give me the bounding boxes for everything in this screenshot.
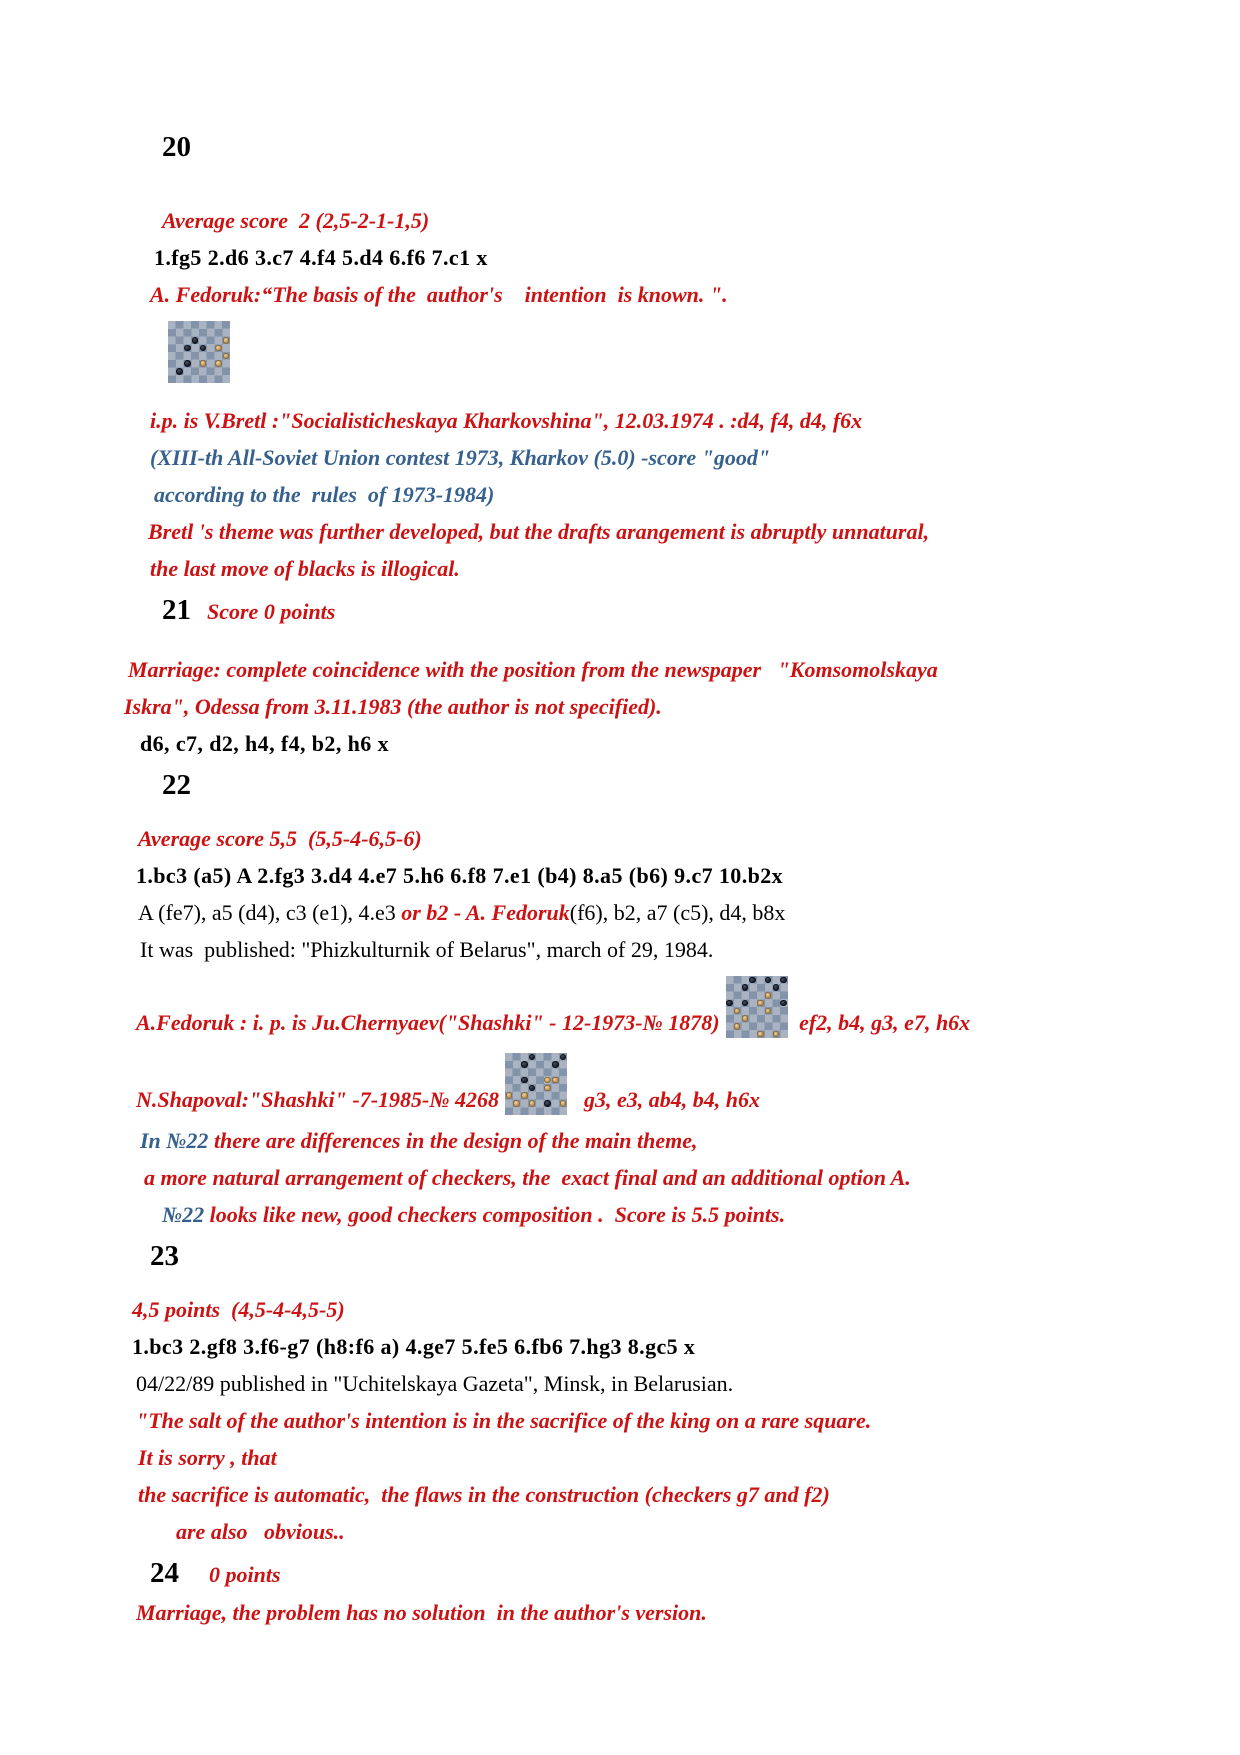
dark-checker-piece bbox=[521, 1061, 528, 1068]
section-24-score: 0 points bbox=[209, 1562, 281, 1587]
section-24-comment: Marriage, the problem has no solution in the author's version. bbox=[136, 1600, 707, 1625]
section-21-heading-line bbox=[162, 595, 1184, 627]
dark-checker-piece bbox=[200, 345, 207, 352]
dark-checker-piece bbox=[544, 1100, 551, 1107]
gold-checker-piece bbox=[223, 353, 230, 360]
gold-checker-piece bbox=[757, 1000, 764, 1007]
gold-checker-piece bbox=[215, 360, 222, 367]
dark-checker-piece bbox=[742, 984, 749, 991]
dark-checker-piece bbox=[176, 368, 183, 375]
dark-checker-piece bbox=[184, 360, 191, 367]
section-23-number: 23 bbox=[150, 1240, 179, 1272]
section-20-fedoruk-comment: A. Fedoruk:“The basis of the author's intention is known. ". bbox=[150, 282, 728, 307]
section-21-score: Score 0 points bbox=[207, 599, 336, 624]
section-22-arrangement-comment: a more natural arrangement of checkers, the exact final and an additional option A. bbox=[144, 1165, 911, 1190]
checkers-position-image-20 bbox=[168, 321, 230, 383]
gold-checker-piece bbox=[765, 1008, 772, 1015]
section-22-differences-line bbox=[140, 1130, 1184, 1152]
gold-checker-piece bbox=[215, 345, 222, 352]
dark-checker-piece bbox=[184, 345, 191, 352]
gold-checker-piece bbox=[544, 1077, 551, 1084]
section-20-judge-comment-line1: Bretl 's theme was further developed, but the drafts arangement is abruptly unnatural, bbox=[148, 519, 930, 544]
fedoruk-reference-moves: ef2, b4, g3, e7, h6x bbox=[793, 1010, 971, 1035]
dark-checker-piece bbox=[780, 1000, 787, 1007]
variant-a-prefix: A (fe7), a5 (d4), c3 (e1), 4.e3 bbox=[138, 900, 402, 925]
gold-checker-piece bbox=[521, 1092, 528, 1099]
dark-checker-piece bbox=[560, 1054, 567, 1061]
dark-checker-piece bbox=[726, 1000, 733, 1007]
differences-comment: there are differences in the design of the main theme, bbox=[208, 1128, 698, 1153]
conclusion-number-ref: №22 bbox=[162, 1202, 205, 1227]
section-22-fedoruk-reference-line bbox=[136, 976, 1184, 1038]
section-20-heading-line bbox=[162, 132, 1184, 164]
section-20-contest-note-line1: (XIII-th All-Soviet Union contest 1973, Kharkov (5.0) -score "good" bbox=[150, 445, 771, 470]
section-20-solution-moves: 1.fg5 2.d6 3.c7 4.f4 5.d4 6.f6 7.c1 x bbox=[154, 245, 488, 270]
gold-checker-piece bbox=[742, 1015, 749, 1022]
gold-checker-piece bbox=[506, 1092, 513, 1099]
gold-checker-piece bbox=[513, 1100, 520, 1107]
section-20-judge-comment-line2: the last move of blacks is illogical. bbox=[150, 556, 460, 581]
checkers-position-image-shapoval bbox=[505, 1053, 567, 1115]
section-22-number: 22 bbox=[162, 769, 191, 801]
dark-checker-piece bbox=[780, 977, 787, 984]
dark-checker-piece bbox=[773, 984, 780, 991]
section-21-number: 21 bbox=[162, 594, 191, 626]
section-22-conclusion-line bbox=[162, 1204, 1184, 1226]
section-20-position-line bbox=[162, 321, 1184, 400]
dark-checker-piece bbox=[552, 1061, 559, 1068]
shapoval-reference-text: N.Shapoval:"Shashki" -7-1985-№ 4268 bbox=[136, 1087, 499, 1112]
section-22-shapoval-reference-line bbox=[136, 1053, 1184, 1115]
variant-a-fedoruk-note: or b2 - A. Fedoruk bbox=[401, 900, 570, 925]
dark-checker-piece bbox=[192, 337, 199, 344]
section-24-number: 24 bbox=[150, 1557, 179, 1589]
section-23-publication-note: 04/22/89 published in "Uchitelskaya Gazeta", Minsk, in Belarusian. bbox=[136, 1371, 734, 1396]
gold-checker-piece bbox=[200, 360, 207, 367]
dark-checker-piece bbox=[529, 1054, 536, 1061]
fedoruk-reference-text: A.Fedoruk : i. p. is Ju.Chernyaev("Shashki" - 12-1973-№ 1878) bbox=[136, 1010, 720, 1035]
section-24-heading-line bbox=[150, 1558, 1184, 1590]
section-21-solution-moves: d6, c7, d2, h4, f4, b2, h6 x bbox=[140, 731, 389, 756]
section-21-comment-line1: Marriage: complete coincidence with the position from the newspaper "Komsomolskaya bbox=[128, 657, 938, 682]
section-22-heading-line bbox=[162, 770, 1184, 802]
section-23-comment-line2: It is sorry , that bbox=[138, 1445, 277, 1470]
gold-checker-piece bbox=[544, 1085, 551, 1092]
gold-checker-piece bbox=[765, 992, 772, 999]
section-22-publication-note: It was published: "Phizkulturnik of Belarus", march of 29, 1984. bbox=[140, 937, 714, 962]
dark-checker-piece bbox=[521, 1077, 528, 1084]
gold-checker-piece bbox=[552, 1077, 559, 1084]
gold-checker-piece bbox=[773, 1031, 780, 1038]
section-22-average-score: Average score 5,5 (5,5-4-6,5-6) bbox=[138, 826, 422, 851]
gold-checker-piece bbox=[757, 1031, 764, 1038]
gold-checker-piece bbox=[529, 1100, 536, 1107]
section-20-average-score: Average score 2 (2,5-2-1-1,5) bbox=[162, 208, 430, 233]
section-20-number: 20 bbox=[162, 131, 191, 163]
gold-checker-piece bbox=[560, 1100, 567, 1107]
section-23-points: 4,5 points (4,5-4-4,5-5) bbox=[132, 1297, 345, 1322]
section-23-comment-line4: are also obvious.. bbox=[176, 1519, 345, 1544]
gold-checker-piece bbox=[223, 337, 230, 344]
section-20-contest-note-line2: according to the rules of 1973-1984) bbox=[154, 482, 495, 507]
section-20-initial-position: i.p. is V.Bretl :"Socialisticheskaya Kharkovshina", 12.03.1974 . :d4, f4, d4, f6x bbox=[150, 408, 863, 433]
variant-a-suffix: (f6), b2, a7 (c5), d4, b8x bbox=[569, 900, 786, 925]
section-23-heading-line bbox=[150, 1241, 1184, 1273]
section-22-solution-moves: 1.bc3 (a5) A 2.fg3 3.d4 4.e7 5.h6 6.f8 7.e1 (b4) 8.a5 (b6) 9.c7 10.b2x bbox=[136, 863, 784, 888]
section-23-comment-line3: the sacrifice is automatic, the flaws in the construction (checkers g7 and f2) bbox=[138, 1482, 830, 1507]
dark-checker-piece bbox=[749, 977, 756, 984]
section-23-solution-moves: 1.bc3 2.gf8 3.f6-g7 (h8:f6 a) 4.ge7 5.fe5 6.fb6 7.hg3 8.gc5 x bbox=[132, 1334, 696, 1359]
checkers-position-image-chernyaev bbox=[726, 976, 788, 1038]
dark-checker-piece bbox=[742, 1000, 749, 1007]
dark-checker-piece bbox=[529, 1085, 536, 1092]
section-23-comment-line1: "The salt of the author's intention is in the sacrifice of the king on a rare square. bbox=[136, 1408, 872, 1433]
differences-number-ref: In №22 bbox=[140, 1128, 209, 1153]
section-22-variant-a-line bbox=[138, 902, 1184, 924]
gold-checker-piece bbox=[734, 1008, 741, 1015]
dark-checker-piece bbox=[765, 977, 772, 984]
gold-checker-piece bbox=[734, 1023, 741, 1030]
shapoval-reference-moves: g3, e3, ab4, b4, h6x bbox=[572, 1087, 760, 1112]
section-21-comment-line2: Iskra", Odessa from 3.11.1983 (the author is not specified). bbox=[124, 694, 662, 719]
conclusion-comment: looks like new, good checkers composition . Score is 5.5 points. bbox=[204, 1202, 786, 1227]
